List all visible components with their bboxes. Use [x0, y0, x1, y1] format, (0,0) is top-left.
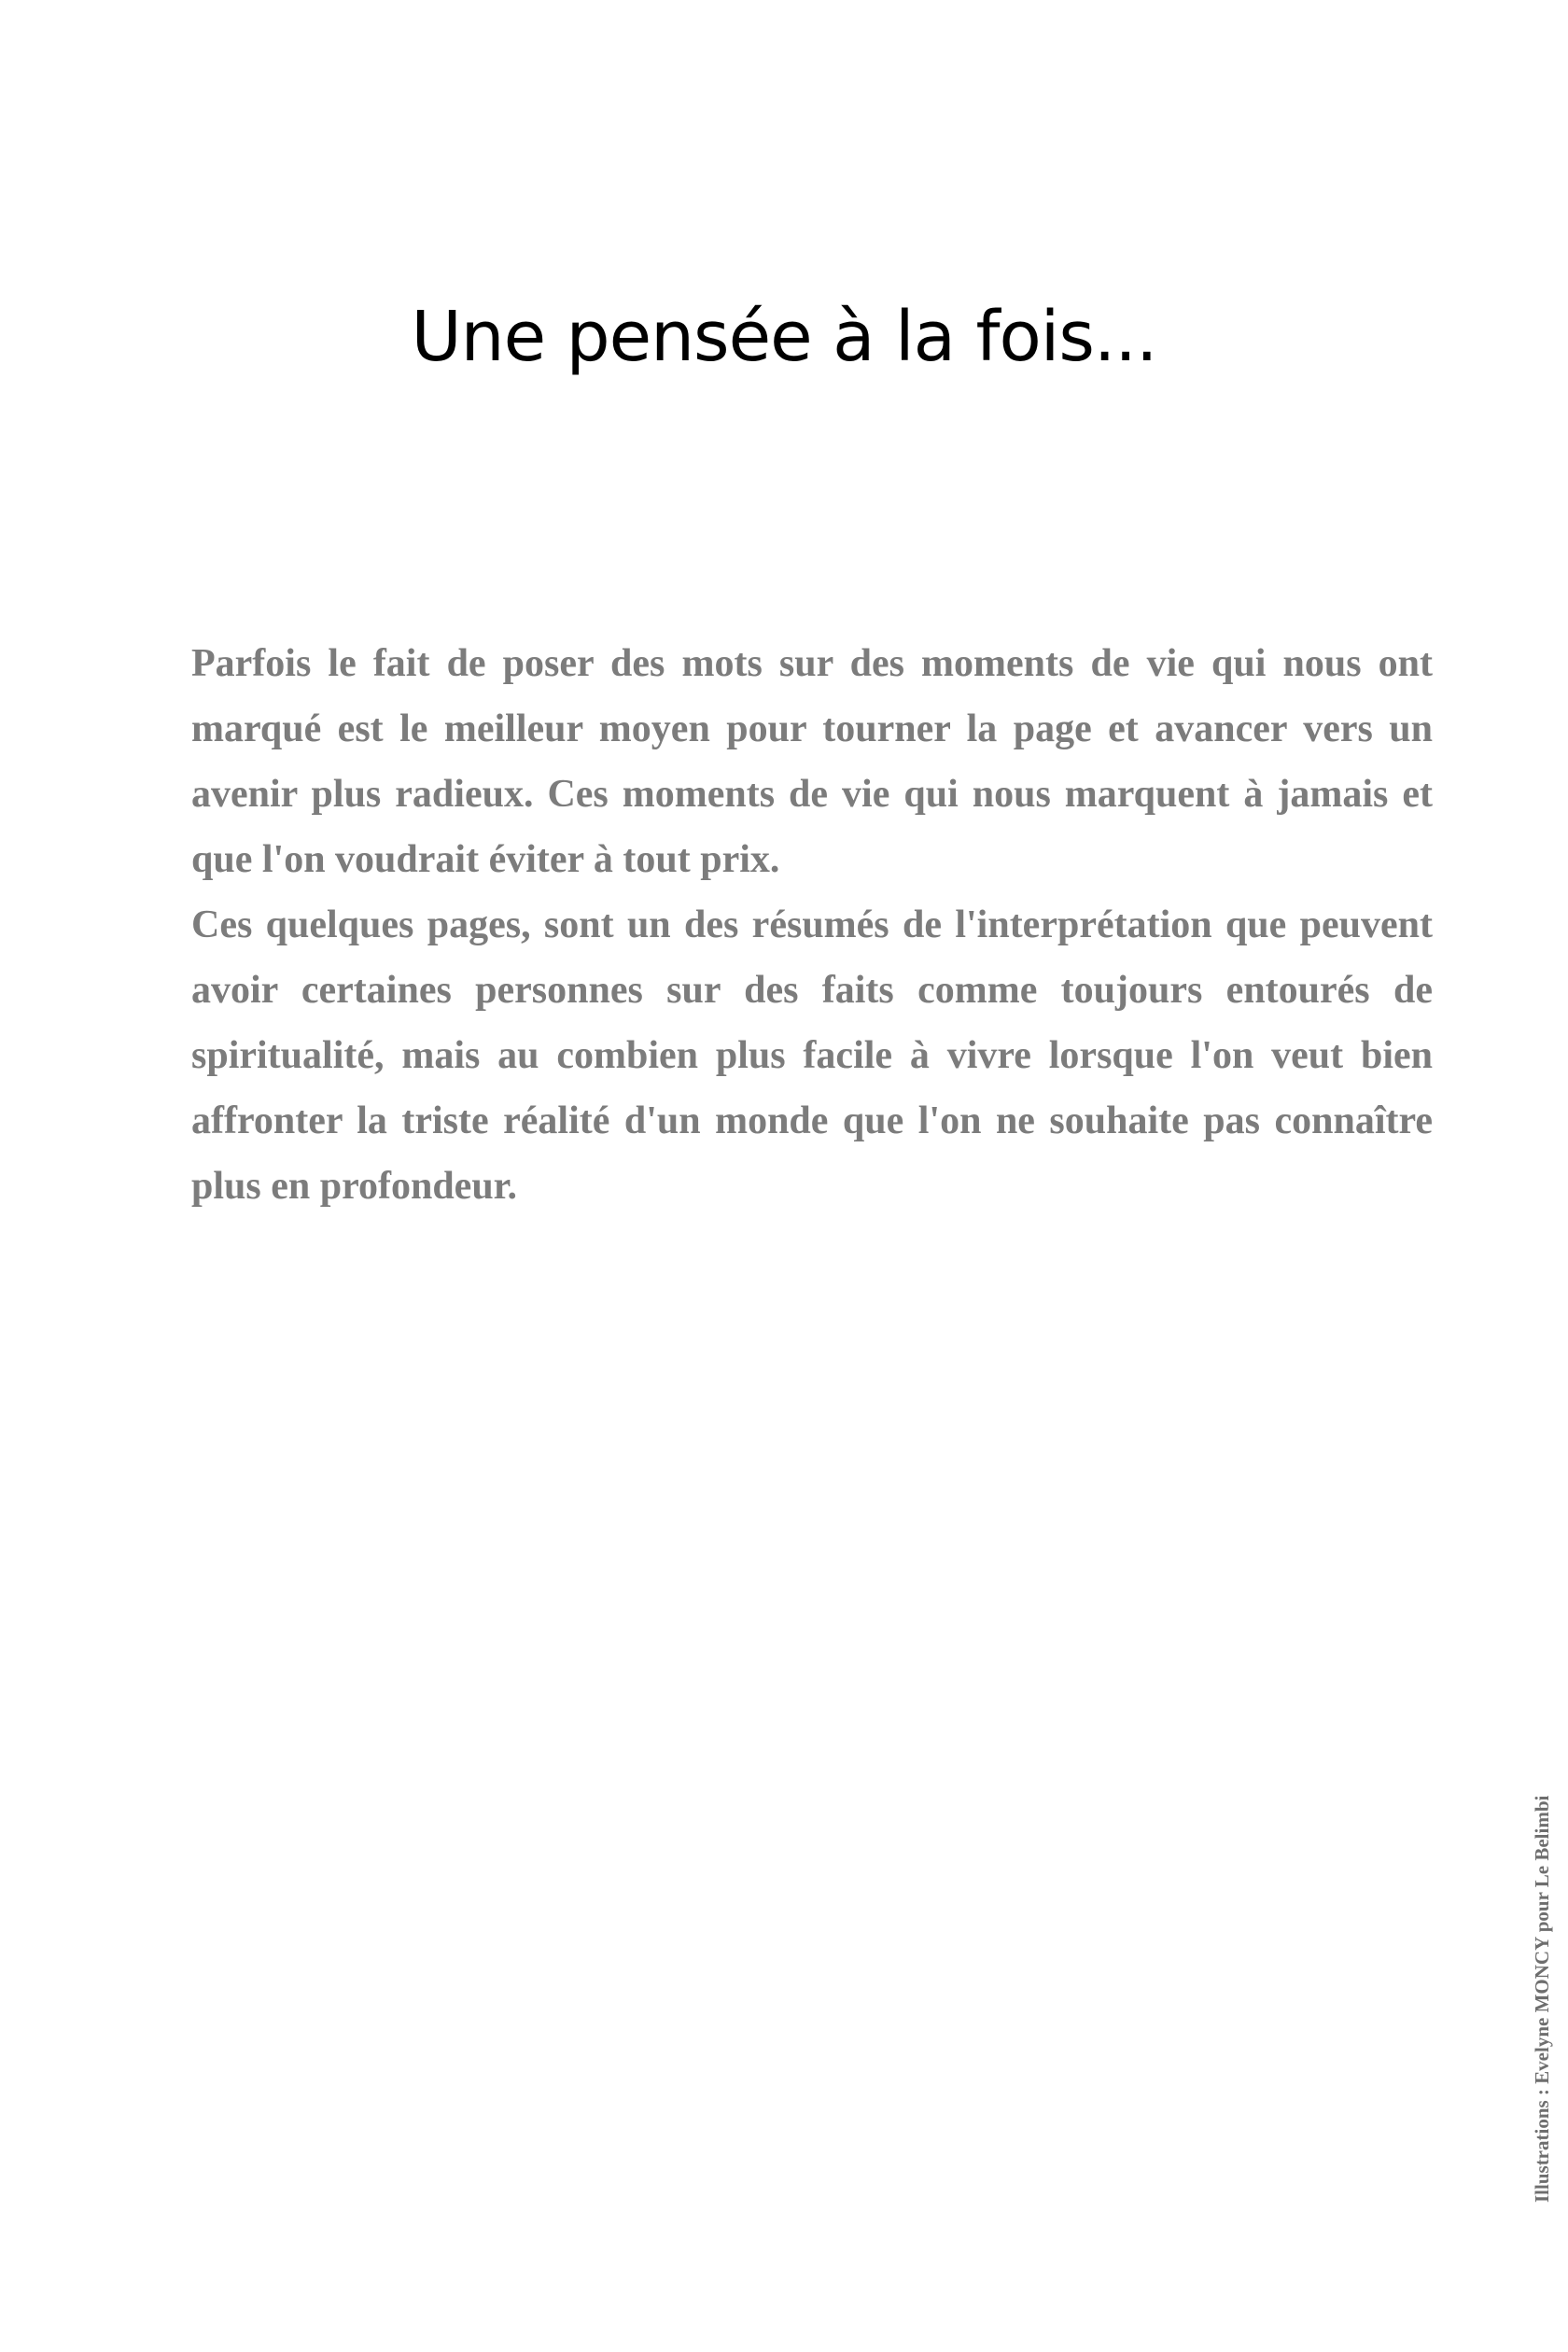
paragraph-2: Ces quelques pages, sont un des résumés de l'interprétation que peuvent avoir certaines personnes sur des faits comme toujours entourés de spiritualité, mais au combien plus facile à vivre lorsque l'on veut bien affronter la triste réalité d'un monde que l'on ne souhaite pas connaître plus en profondeur. [191, 903, 1433, 1208]
body-text [191, 631, 1433, 1219]
page-title: Une pensée à la fois... [411, 297, 1157, 377]
paragraph-1: Parfois le fait de poser des mots sur des moments de vie qui nous ont marqué est le meilleur moyen pour tourner la page et avancer vers un avenir plus radieux. Ces moments de vie qui nous marquent à jamais et que l'on voudrait éviter à tout prix. [191, 642, 1433, 881]
illustration-credit: Illustrations : Evelyne MONCY pour Le Belimbi [1531, 1795, 1553, 2203]
